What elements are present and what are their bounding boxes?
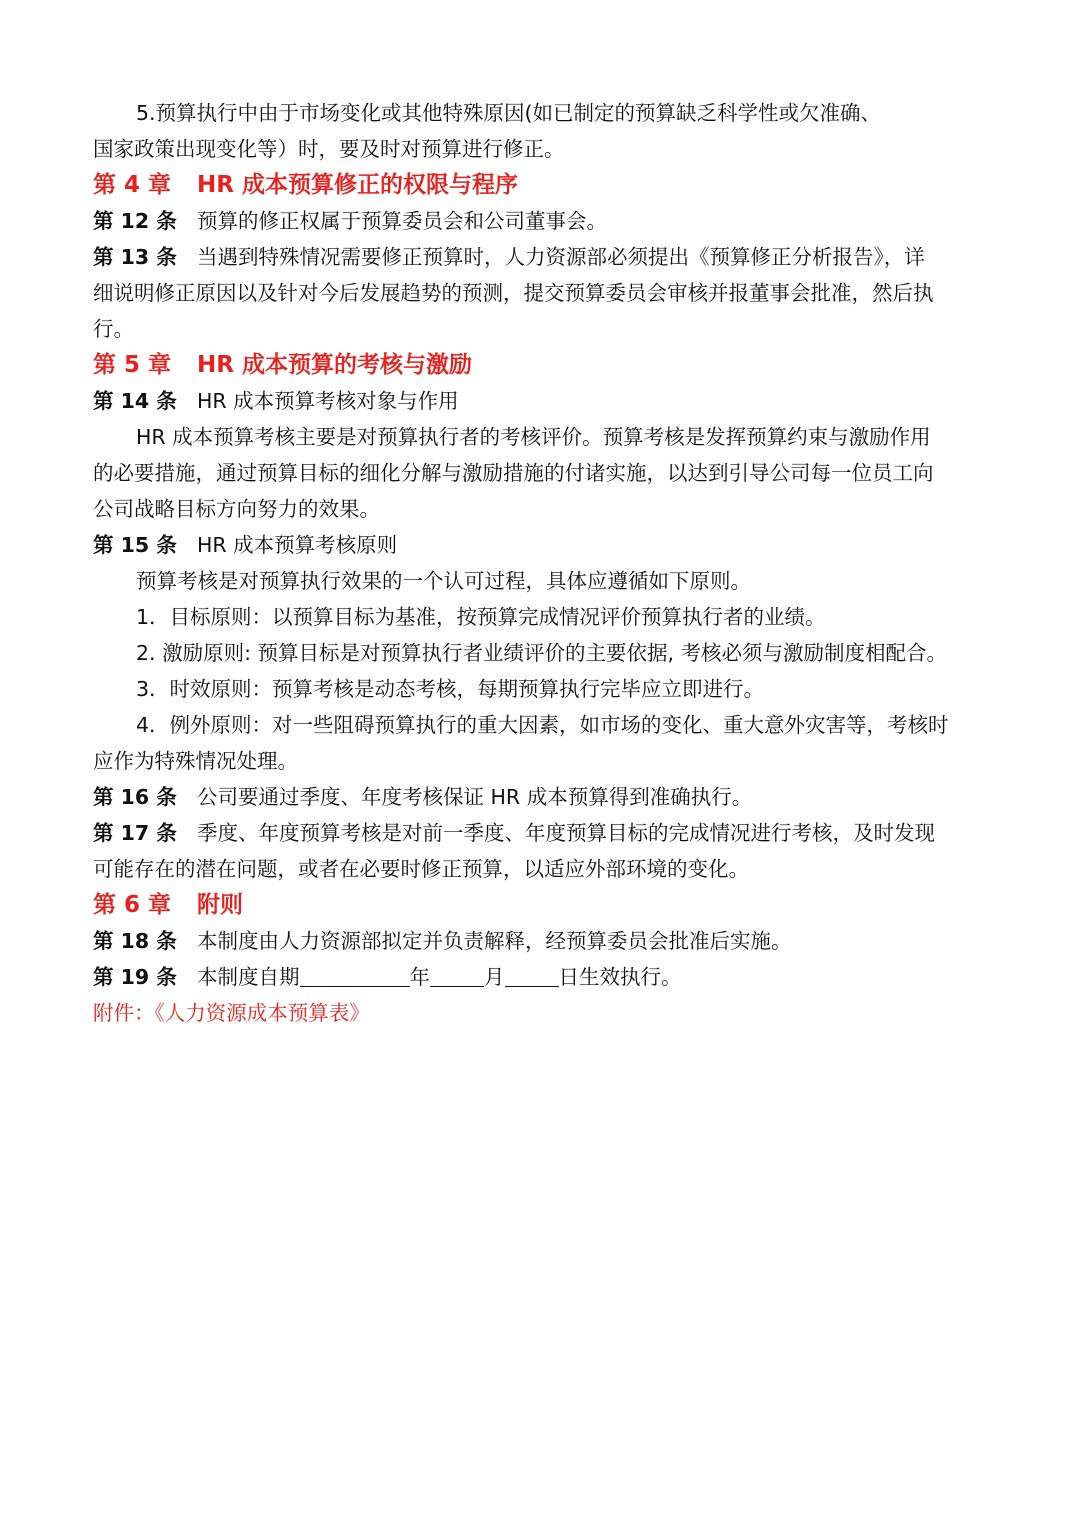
article-label: 第 12 条 xyxy=(93,209,177,233)
article xyxy=(93,239,988,275)
paragraph-line: 的必要措施，通过预算目标的细化分解与激励措施的付诸实施，以达到引导公司每一位员工向 xyxy=(93,461,934,485)
chapter-title: HR 成本预算的考核与激励 xyxy=(197,352,472,378)
article-text: 本制度自期 xyxy=(197,965,300,989)
article-text: HR 成本预算考核原则 xyxy=(197,533,398,557)
article xyxy=(93,203,988,239)
article-text: 本制度由人力资源部拟定并负责解释，经预算委员会批准后实施。 xyxy=(197,929,792,953)
principle-item: 2. 激励原则: 预算目标是对预算执行者业绩评价的主要依据, 考核必须与激励制度相配合。 xyxy=(136,641,948,665)
day-blank xyxy=(505,964,559,987)
article-label: 第 19 条 xyxy=(93,965,177,989)
year-label: 年 xyxy=(409,965,430,989)
chapter-heading xyxy=(93,167,988,203)
article-label: 第 18 条 xyxy=(93,929,177,953)
article-label: 第 15 条 xyxy=(93,533,177,557)
article-text: 公司要通过季度、年度考核保证 HR 成本预算得到准确执行。 xyxy=(197,785,753,809)
paragraph-line: 应作为特殊情况处理。 xyxy=(93,749,298,773)
article xyxy=(93,527,988,563)
paragraph-line: HR 成本预算考核主要是对预算执行者的考核评价。预算考核是发挥预算约束与激励作用 xyxy=(136,425,931,449)
appendix-link: 附件：《人力资源成本预算表》 xyxy=(93,1001,370,1025)
month-blank xyxy=(430,964,484,987)
principle-item: 3．时效原则：预算考核是动态考核，每期预算执行完毕应立即进行。 xyxy=(136,677,765,701)
chapter-number: 第 4 章 xyxy=(93,172,172,198)
article xyxy=(93,923,988,959)
chapter-heading xyxy=(93,887,988,923)
chapter-heading xyxy=(93,347,988,383)
paragraph-line: 行。 xyxy=(93,317,134,341)
article xyxy=(93,383,988,419)
article xyxy=(93,779,988,815)
paragraph-line: 5.预算执行中由于市场变化或其他特殊原因(如已制定的预算缺乏科学性或欠准确、 xyxy=(136,101,882,125)
chapter-title: HR 成本预算修正的权限与程序 xyxy=(197,172,518,198)
article-text: 预算的修正权属于预算委员会和公司董事会。 xyxy=(197,209,607,233)
article-label: 第 17 条 xyxy=(93,821,177,845)
article-label: 第 13 条 xyxy=(93,245,177,269)
paragraph-line: 预算考核是对预算执行效果的一个认可过程，具体应遵循如下原则。 xyxy=(136,569,751,593)
article-label: 第 16 条 xyxy=(93,785,177,809)
article xyxy=(93,959,988,995)
principle-item: 4．例外原则：对一些阻碍预算执行的重大因素，如市场的变化、重大意外灾害等，考核时 xyxy=(136,713,949,737)
principle-item: 1．目标原则：以预算目标为基准，按预算完成情况评价预算执行者的业绩。 xyxy=(136,605,826,629)
article-label: 第 14 条 xyxy=(93,389,177,413)
document-page xyxy=(93,95,988,1031)
paragraph-line: 可能存在的潜在问题，或者在必要时修正预算，以适应外部环境的变化。 xyxy=(93,857,749,881)
chapter-title: 附则 xyxy=(197,892,244,918)
article-text: HR 成本预算考核对象与作用 xyxy=(197,389,459,413)
month-label: 月 xyxy=(484,965,505,989)
paragraph-line: 国家政策出现变化等）时，要及时对预算进行修正。 xyxy=(93,137,565,161)
chapter-number: 第 5 章 xyxy=(93,352,172,378)
year-blank xyxy=(300,964,410,987)
article-text: 季度、年度预算考核是对前一季度、年度预算目标的完成情况进行考核，及时发现 xyxy=(197,821,935,845)
chapter-number: 第 6 章 xyxy=(93,892,172,918)
effective-text: 日生效执行。 xyxy=(558,965,682,989)
article-text: 当遇到特殊情况需要修正预算时，人力资源部必须提出《预算修正分析报告》，详 xyxy=(197,245,925,269)
paragraph-line: 细说明修正原因以及针对今后发展趋势的预测，提交预算委员会审核并报董事会批准，然后执 xyxy=(93,281,934,305)
article xyxy=(93,815,988,851)
paragraph-line: 公司战略目标方向努力的效果。 xyxy=(93,497,380,521)
